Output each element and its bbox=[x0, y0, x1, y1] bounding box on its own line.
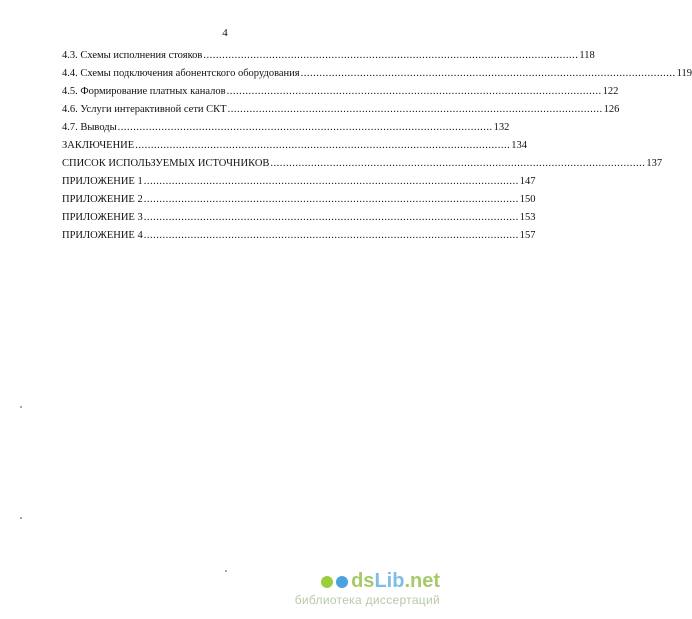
toc-entry-title: ПРИЛОЖЕНИЕ 3 bbox=[62, 212, 143, 223]
brand-lib: Lib bbox=[374, 570, 405, 592]
watermark-brand bbox=[295, 570, 440, 593]
toc-entry bbox=[62, 155, 663, 173]
toc-leader-dots: ........................................................................................................................ bbox=[226, 86, 602, 97]
toc-entry-page: 122 bbox=[602, 86, 619, 97]
toc-entry-title: 4.6. Услуги интерактивной сети СКТ bbox=[62, 104, 227, 115]
toc-entry-title: ПРИЛОЖЕНИЕ 2 bbox=[62, 194, 143, 205]
toc-entry bbox=[62, 47, 595, 65]
toc-entry bbox=[62, 209, 536, 227]
toc-leader-dots: ........................................................................................................................ bbox=[143, 230, 519, 241]
toc-entry bbox=[62, 173, 536, 191]
toc-entry-title: ПРИЛОЖЕНИЕ 4 bbox=[62, 230, 143, 241]
toc-entry bbox=[62, 227, 536, 245]
table-of-contents bbox=[62, 47, 692, 245]
toc-leader-dots: ........................................................................................................................ bbox=[143, 212, 519, 223]
watermark-logotype bbox=[351, 570, 440, 593]
logo-dot-icon bbox=[321, 576, 333, 588]
toc-leader-dots: ........................................................................................................................ bbox=[143, 176, 519, 187]
toc-entry-title: 4.4. Схемы подключения абонентского оборудования bbox=[62, 68, 300, 79]
scan-speck bbox=[20, 406, 22, 408]
toc-entry-title: 4.7. Выводы bbox=[62, 122, 117, 133]
toc-entry-page: 132 bbox=[493, 122, 510, 133]
toc-leader-dots: ........................................................................................................................ bbox=[227, 104, 603, 115]
scan-speck bbox=[225, 570, 227, 572]
toc-leader-dots: ........................................................................................................................ bbox=[135, 140, 511, 151]
toc-leader-dots: ........................................................................................................................ bbox=[270, 158, 646, 169]
logo-dot-icon bbox=[336, 576, 348, 588]
brand-net: .net bbox=[404, 570, 440, 592]
toc-entry-page: 153 bbox=[519, 212, 536, 223]
toc-leader-dots: ........................................................................................................................ bbox=[300, 68, 676, 79]
toc-entry-page: 137 bbox=[646, 158, 663, 169]
toc-entry-page: 118 bbox=[579, 50, 595, 61]
watermark-caption: библиотека диссертаций bbox=[294, 593, 440, 607]
scan-speck bbox=[20, 517, 22, 519]
toc-entry-page: 134 bbox=[511, 140, 527, 151]
page-number: 4 bbox=[222, 27, 228, 39]
toc-entry-page: 119 bbox=[676, 68, 692, 79]
toc-entry bbox=[62, 83, 619, 101]
toc-entry bbox=[62, 65, 692, 83]
toc-entry bbox=[62, 101, 620, 119]
toc-entry-page: 126 bbox=[603, 104, 620, 115]
toc-entry-page: 147 bbox=[519, 176, 536, 187]
toc-entry-title: ЗАКЛЮЧЕНИЕ bbox=[62, 140, 135, 151]
toc-entry bbox=[62, 119, 510, 137]
toc-entry bbox=[62, 191, 536, 209]
toc-leader-dots: ........................................................................................................................ bbox=[143, 194, 519, 205]
toc-entry-title: СПИСОК ИСПОЛЬЗУЕМЫХ ИСТОЧНИКОВ bbox=[62, 158, 270, 169]
toc-entry-title: 4.5. Формирование платных каналов bbox=[62, 86, 226, 97]
toc-entry-page: 150 bbox=[519, 194, 536, 205]
toc-leader-dots: ........................................................................................................................ bbox=[203, 50, 579, 61]
dslib-watermark bbox=[295, 570, 440, 607]
toc-entry-page: 157 bbox=[519, 230, 536, 241]
toc-entry bbox=[62, 137, 527, 155]
toc-entry-title: 4.3. Схемы исполнения стояков bbox=[62, 50, 203, 61]
toc-leader-dots: ........................................................................................................................ bbox=[117, 122, 493, 133]
toc-entry-title: ПРИЛОЖЕНИЕ 1 bbox=[62, 176, 143, 187]
brand-ds: ds bbox=[351, 570, 375, 592]
